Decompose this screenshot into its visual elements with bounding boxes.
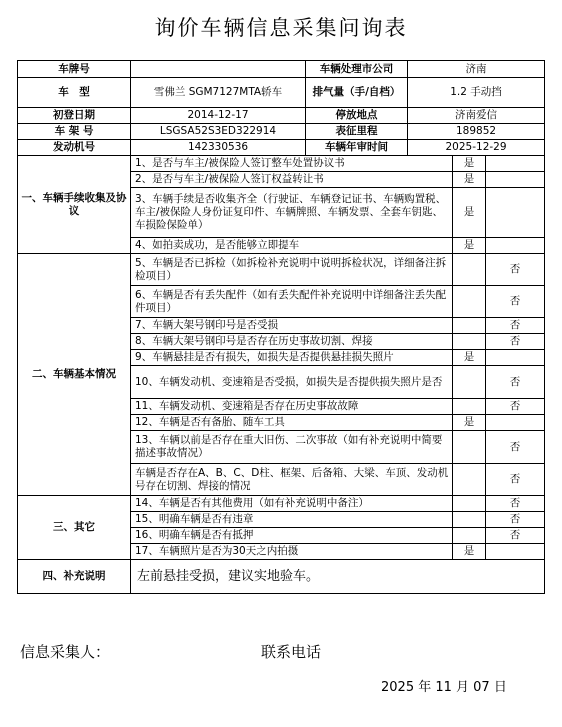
item-14-yes xyxy=(453,496,486,512)
item-3-yes: 是 xyxy=(453,188,486,238)
remarks-text: 左前悬挂受损，建议实地验车。 xyxy=(131,560,545,594)
item-11-no: 否 xyxy=(486,399,545,415)
inspection-label: 车辆年审时间 xyxy=(306,140,408,156)
plate-value xyxy=(131,61,306,78)
item-13-yes xyxy=(453,431,486,464)
mileage-value: 189852 xyxy=(408,124,545,140)
checklist-item-1: 1、是否与车主/被保险人签订整车处置协议书 xyxy=(131,156,453,172)
section-2-label: 二、车辆基本情况 xyxy=(18,254,131,496)
company-value: 济南 xyxy=(408,61,545,78)
item-12-yes: 是 xyxy=(453,415,486,431)
company-label: 车辆处理市公司 xyxy=(306,61,408,78)
reg-date-value: 2014-12-17 xyxy=(131,108,306,124)
model-label: 车 型 xyxy=(18,78,131,108)
item-pillars-no: 否 xyxy=(486,464,545,496)
checklist-item-16: 16、明确车辆是否有抵押 xyxy=(131,528,453,544)
phone-label: 联系电话 xyxy=(261,643,322,661)
inspection-value: 2025-12-29 xyxy=(408,140,545,156)
item-2-no xyxy=(486,172,545,188)
plate-label: 车牌号 xyxy=(18,61,131,78)
collector-label: 信息采集人： xyxy=(20,643,111,661)
checklist-item-7: 7、车辆大架号钢印号是否受损 xyxy=(131,318,453,334)
item-6-no: 否 xyxy=(486,286,545,318)
item-17-no xyxy=(486,544,545,560)
checklist-item-pillars: 车辆是否存在A、B、C、D柱、框架、后备箱、大梁、车顶、发动机号存在切割、焊接的情况 xyxy=(131,464,453,496)
item-15-yes xyxy=(453,512,486,528)
item-pillars-yes xyxy=(453,464,486,496)
item-15-no: 否 xyxy=(486,512,545,528)
item-5-yes xyxy=(453,254,486,286)
park-value: 济南爱信 xyxy=(408,108,545,124)
item-12-no xyxy=(486,415,545,431)
item-8-no: 否 xyxy=(486,334,545,350)
item-17-yes: 是 xyxy=(453,544,486,560)
section-4-label: 四、补充说明 xyxy=(18,560,131,594)
reg-date-label: 初登日期 xyxy=(18,108,131,124)
item-14-no: 否 xyxy=(486,496,545,512)
item-3-no xyxy=(486,188,545,238)
engine-label: 发动机号 xyxy=(18,140,131,156)
checklist-item-3: 3、车辆手续是否收集齐全（行驶证、车辆登记证书、车辆购置税、车主/被保险人身份证复印件、车辆牌照、车辆发票、全套车钥匙、车损险保险单） xyxy=(131,188,453,238)
item-10-no: 否 xyxy=(486,366,545,399)
displacement-value: 1.2 手动挡 xyxy=(408,78,545,108)
checklist-item-14: 14、车辆是否有其他费用（如有补充说明中备注） xyxy=(131,496,453,512)
item-1-yes: 是 xyxy=(453,156,486,172)
checklist-item-11: 11、车辆发动机、变速箱是否存在历史事故故障 xyxy=(131,399,453,415)
section-3-label: 三、其它 xyxy=(18,496,131,560)
checklist-item-13: 13、车辆以前是否存在重大旧伤、二次事故（如有补充说明中简要描述事故情况） xyxy=(131,431,453,464)
item-11-yes xyxy=(453,399,486,415)
checklist-item-8: 8、车辆大架号钢印号是否存在历史事故切割、焊接 xyxy=(131,334,453,350)
mileage-label: 表征里程 xyxy=(306,124,408,140)
section-1-label: 一、车辆手续收集及协议 xyxy=(18,156,131,254)
checklist-item-12: 12、车辆是否有备胎、随车工具 xyxy=(131,415,453,431)
inquiry-table xyxy=(17,60,545,594)
checklist-item-9: 9、车辆悬挂是否有损失，如损失是否提供悬挂损失照片 xyxy=(131,350,453,366)
checklist-item-15: 15、明确车辆是否有违章 xyxy=(131,512,453,528)
item-7-no: 否 xyxy=(486,318,545,334)
item-2-yes: 是 xyxy=(453,172,486,188)
item-9-no xyxy=(486,350,545,366)
item-9-yes: 是 xyxy=(453,350,486,366)
item-8-yes xyxy=(453,334,486,350)
checklist-item-10: 10、车辆发动机、变速箱是否受损，如损失是否提供损失照片是否 xyxy=(131,366,453,399)
engine-value: 142330536 xyxy=(131,140,306,156)
displacement-label: 排气量（手/自档） xyxy=(306,78,408,108)
checklist-item-2: 2、是否与车主/被保险人签订权益转让书 xyxy=(131,172,453,188)
checklist-item-6: 6、车辆是否有丢失配件（如有丢失配件补充说明中详细备注丢失配件项目） xyxy=(131,286,453,318)
checklist-item-4: 4、如拍卖成功，是否能够立即提车 xyxy=(131,238,453,254)
checklist-item-17: 17、车辆照片是否为30天之内拍摄 xyxy=(131,544,453,560)
item-4-yes: 是 xyxy=(453,238,486,254)
item-6-yes xyxy=(453,286,486,318)
sign-date: 2025 年 11 月 07 日 xyxy=(381,680,507,695)
model-value: 雪佛兰 SGM7127MTA轿车 xyxy=(131,78,306,108)
checklist-item-5: 5、车辆是否已拆检（如拆检补充说明中说明拆检状况，详细备注拆检项目） xyxy=(131,254,453,286)
item-4-no xyxy=(486,238,545,254)
park-label: 停放地点 xyxy=(306,108,408,124)
vin-label: 车 架 号 xyxy=(18,124,131,140)
item-7-yes xyxy=(453,318,486,334)
item-5-no: 否 xyxy=(486,254,545,286)
item-1-no xyxy=(486,156,545,172)
item-10-yes xyxy=(453,366,486,399)
item-16-no: 否 xyxy=(486,528,545,544)
item-13-no: 否 xyxy=(486,431,545,464)
vin-value: LSGSA52S3ED322914 xyxy=(131,124,306,140)
page-title: 询价车辆信息采集问询表 xyxy=(154,16,408,40)
item-16-yes xyxy=(453,528,486,544)
